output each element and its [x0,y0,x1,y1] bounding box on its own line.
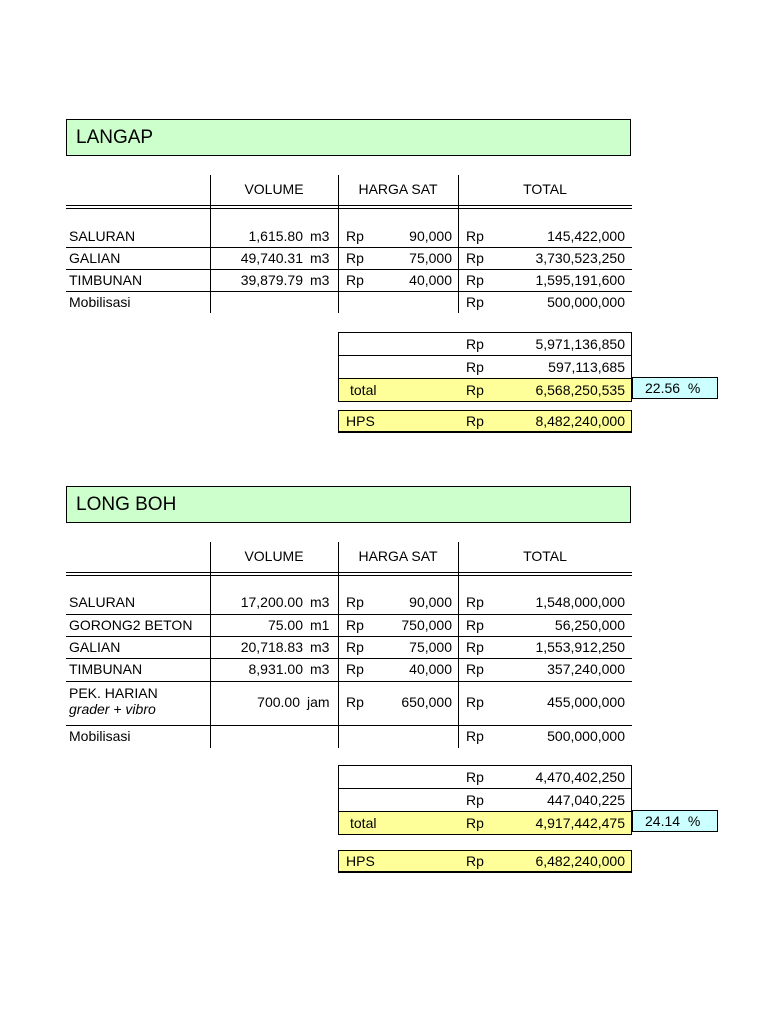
hps-amount: 6,482,240,000 [535,853,625,869]
currency: Rp [466,336,484,352]
percentage-value: 24.14 [645,813,681,829]
percentage-unit: % [687,813,701,829]
item-name: PEK. HARIAN [69,685,158,701]
percentage-value: 22.56 [645,380,681,396]
item-currency: Rp [466,617,484,633]
hps-row [338,850,632,873]
item-total: 455,000,000 [547,694,625,710]
tax-row [339,788,631,811]
currency: Rp [466,413,484,429]
item-currency: Rp [466,594,484,610]
item-currency: Rp [466,294,484,310]
currency: Rp [466,382,484,398]
item-currency: Rp [466,639,484,655]
item-currency: Rp [466,228,484,244]
header-volume: VOLUME [244,548,304,564]
percentage-badge [632,377,718,399]
section-title: LONG BOH [66,486,631,523]
item-volume: 75.00 [267,617,303,633]
header-volume: VOLUME [244,181,304,197]
currency: Rp [466,769,484,785]
header-total: TOTAL [523,181,567,197]
item-unit: jam [307,694,330,710]
tax-amount: 597,113,685 [548,359,625,375]
item-name: GALIAN [69,250,121,266]
item-total: 1,553,912,250 [535,639,625,655]
item-currency: Rp [346,250,364,266]
section-langap [66,119,718,439]
item-total: 145,422,000 [547,228,625,244]
subtotal-row [339,333,631,355]
item-unit: m3 [310,272,330,288]
item-name: SALURAN [69,594,136,610]
item-currency: Rp [346,661,364,677]
item-currency: Rp [346,272,364,288]
item-price: 40,000 [409,272,452,288]
currency: Rp [466,815,484,831]
item-price: 40,000 [409,661,452,677]
item-name: TIMBUNAN [69,661,143,677]
total-amount: 4,917,442,475 [535,815,625,831]
header-harga-sat: HARGA SAT [358,548,438,564]
item-currency: Rp [346,639,364,655]
item-price: 90,000 [409,228,452,244]
currency: Rp [466,853,484,869]
item-unit: m3 [310,228,330,244]
item-total: 3,730,523,250 [535,250,625,266]
currency: Rp [466,792,484,808]
tax-row [339,355,631,378]
item-unit: m3 [310,661,330,677]
item-name: TIMBUNAN [69,272,143,288]
total-row [339,378,631,401]
item-total: 56,250,000 [554,617,625,633]
item-subtitle: grader + vibro [69,701,156,717]
item-volume: 8,931.00 [248,661,303,677]
subtotal-amount: 5,971,136,850 [535,336,625,352]
item-name: SALURAN [69,228,136,244]
item-volume: 700.00 [257,694,300,710]
item-currency: Rp [346,228,364,244]
item-total: 500,000,000 [547,728,625,744]
section-title: LANGAP [66,119,631,156]
item-name: Mobilisasi [69,294,131,310]
item-total: 500,000,000 [547,294,625,310]
item-unit: m3 [310,639,330,655]
total-label: total [350,382,377,398]
percentage-unit: % [687,380,701,396]
item-currency: Rp [466,661,484,677]
header-total: TOTAL [523,548,567,564]
item-volume: 17,200.00 [240,594,303,610]
item-currency: Rp [466,250,484,266]
item-price: 90,000 [409,594,452,610]
item-volume: 20,718.83 [240,639,303,655]
summary-box [338,765,632,835]
total-amount: 6,568,250,535 [535,382,625,398]
item-currency: Rp [346,694,364,710]
item-unit: m3 [310,250,330,266]
item-price: 750,000 [401,617,452,633]
percentage-badge [632,810,718,832]
header-harga-sat: HARGA SAT [358,181,438,197]
item-volume: 49,740.31 [240,250,303,266]
item-price: 75,000 [409,639,452,655]
item-name: Mobilisasi [69,728,131,744]
item-currency: Rp [466,694,484,710]
hps-amount: 8,482,240,000 [535,413,625,429]
hps-label: HPS [346,853,375,869]
total-row [339,811,631,834]
item-currency: Rp [346,617,364,633]
section-long-boh [66,486,718,878]
item-volume: 1,615.80 [248,228,303,244]
item-name: GORONG2 BETON [69,617,193,633]
item-total: 357,240,000 [547,661,625,677]
item-price: 75,000 [409,250,452,266]
item-unit: m1 [310,617,330,633]
summary-box [338,332,632,402]
item-unit: m3 [310,594,330,610]
hps-label: HPS [346,413,375,429]
hps-row [338,410,632,433]
item-volume: 39,879.79 [240,272,303,288]
item-total: 1,595,191,600 [535,272,625,288]
currency: Rp [466,359,484,375]
item-currency: Rp [466,272,484,288]
item-total: 1,548,000,000 [535,594,625,610]
item-name: GALIAN [69,639,121,655]
subtotal-row [339,766,631,788]
subtotal-amount: 4,470,402,250 [535,769,625,785]
total-label: total [350,815,377,831]
item-currency: Rp [466,728,484,744]
tax-amount: 447,040,225 [547,792,625,808]
item-price: 650,000 [401,694,452,710]
item-currency: Rp [346,594,364,610]
